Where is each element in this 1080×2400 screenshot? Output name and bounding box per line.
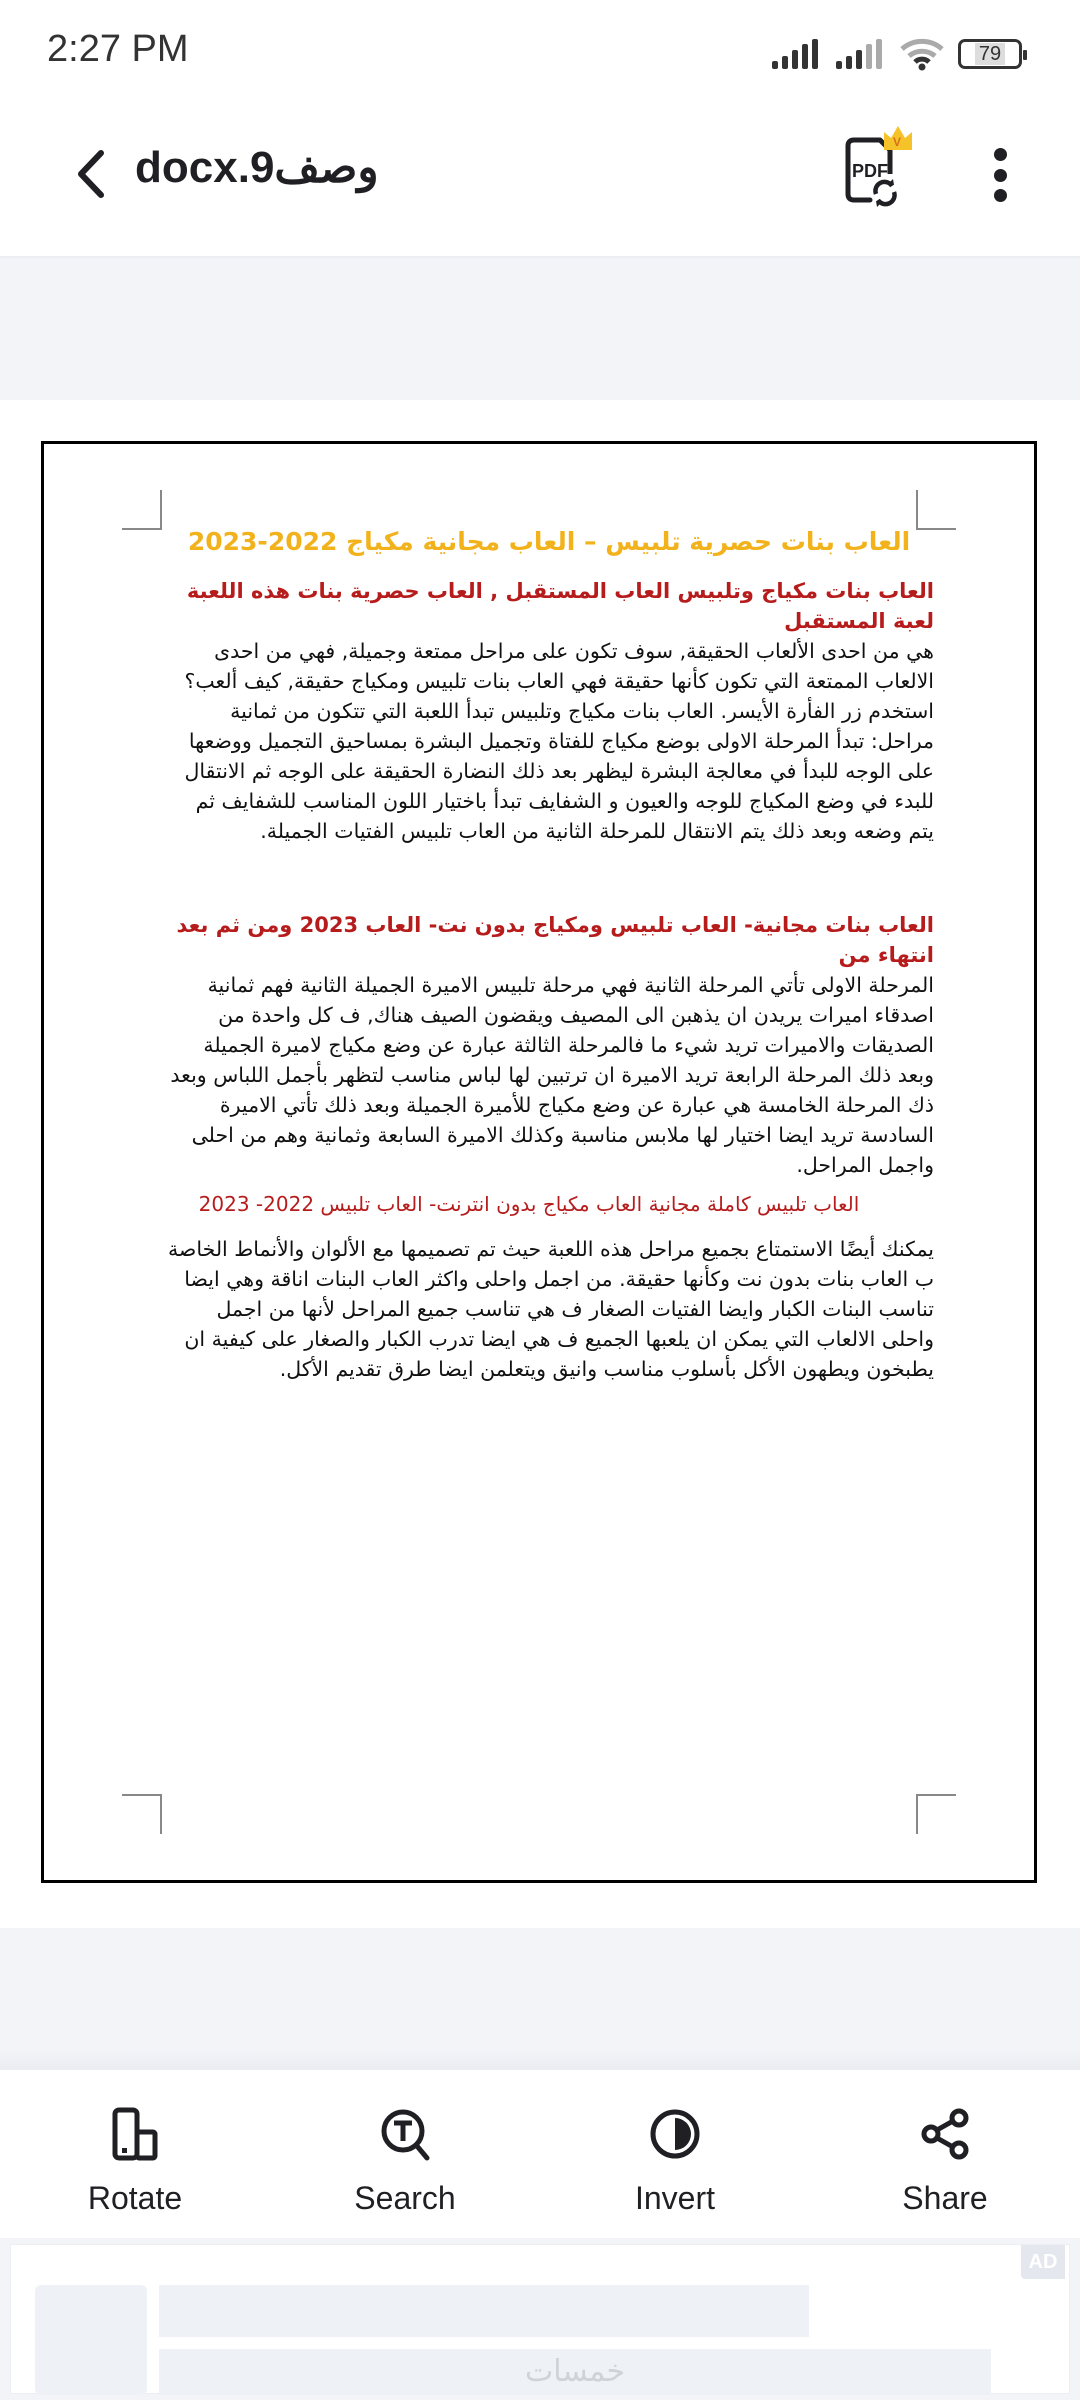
section-heading: العاب بنات مكياج وتلبيس العاب المستقبل , العاب حصرية بنات هذه اللعبة لعبة المستقبل (186, 579, 934, 633)
text-search-icon (377, 2106, 433, 2162)
share-button[interactable] (810, 2070, 1080, 2238)
margin-corner-mark (122, 1794, 162, 1834)
signal-strength-icon (836, 39, 886, 69)
document-title: وصف9.docx (135, 143, 379, 192)
wifi-icon (900, 37, 944, 71)
battery-icon (958, 39, 1022, 69)
viewer-background (0, 1928, 1080, 2070)
watermark-text: خمسات (524, 2354, 626, 2389)
more-vertical-icon-dot (994, 189, 1007, 202)
chevron-left-icon (73, 149, 107, 199)
app-bar (0, 100, 1080, 256)
document-viewer[interactable] (0, 400, 1080, 1928)
document-content (164, 524, 934, 1384)
ad-badge: AD (1021, 2245, 1065, 2279)
rotate-label: Rotate (87, 2180, 183, 2216)
section-heading: العاب تلبيس كاملة مجانية العاب مكياج بدون انترنت- العاب تلبيس 2022- 2023 (198, 1192, 860, 1216)
more-options-button[interactable] (980, 140, 1020, 210)
back-button[interactable] (60, 144, 120, 204)
viewer-background (0, 256, 1080, 400)
section-paragraph: يمكنك أيضًا الاستمتاع بجميع مراحل هذه اللعبة حيث تم تصميمها مع الألوان والأنماط الخاصة ب العاب بنات بدون نت وكأنها حقيقة. من اجمل واحلى واكثر العاب البنات اناقة وهي ايضا تناسب البنات الكبار وايضا الفتيات الصغار ف هي تناسب جميع المراحل لأنها من اجمل واحلى الالعاب التي يمكن ان يلعبها الجميع ف هي ايضا تدرب الكبار والصغار على كيفية ان يطبخون ويطهون الأكل بأسلوب مناسب وانيق ويتعلمن ايضا طرق تقديم الأكل. (167, 1237, 934, 1381)
svg-text:PDF: PDF (852, 161, 888, 181)
document-page (41, 441, 1037, 1883)
more-vertical-icon-dot (994, 169, 1007, 182)
premium-crown-icon (882, 124, 914, 152)
more-vertical-icon-dot (994, 148, 1007, 161)
ad-text-placeholder (159, 2349, 991, 2395)
ad-banner (0, 2238, 1080, 2400)
search-button[interactable] (270, 2070, 540, 2238)
section-heading: العاب بنات مجانية- العاب تلبيس ومكياج بدون نت- العاب 2023 ومن ثم بعد انتهاء من (176, 913, 934, 967)
status-icons (772, 34, 1022, 74)
battery-level: 79 (975, 43, 1005, 65)
rotate-icon (107, 2106, 163, 2162)
share-label: Share (902, 2180, 988, 2216)
pdf-convert-button[interactable] (840, 130, 920, 210)
ad-text-placeholder (159, 2285, 809, 2337)
search-label: Search (354, 2180, 456, 2216)
rotate-button[interactable] (0, 2070, 270, 2238)
status-time: 2:27 PM (47, 28, 189, 70)
status-bar (0, 0, 1080, 100)
invert-icon (647, 2106, 703, 2162)
margin-corner-mark (916, 1794, 956, 1834)
ad-placeholder[interactable] (10, 2244, 1070, 2394)
section-paragraph: المرحلة الاولى تأتي المرحلة الثانية فهي مرحلة تلبيس الاميرة الجميلة الثانية فهم ثمانية اصدقاء اميرات يريدن ان يذهبن الى المصيف ويقضون الصيف هناك, ف كل واحدة من الصديقات والاميرات تريد شيء ما فالمرحلة الثالثة عبارة عن وضع مكياج لاميرة الجميلة وبعد ذلك المرحلة الرابعة تريد الاميرة ان ترتبين لها لباس مناسب لتظهر بأجمل اللباس وبعد ذك المرحلة الخامسة هي عبارة عن وضع مكياج للأميرة الجميلة وبعد ذلك تأتي الاميرة السادسة تريد ايضا اختيار لها ملابس مناسبة وكذلك الاميرة السابعة وثمانية وهم من احلى واجمل المراحل. (170, 973, 934, 1177)
document-heading: العاب بنات حصرية تلبيس – العاب مجانية مكياج 2022-2023 (187, 527, 911, 556)
section-paragraph: هي من احدى الألعاب الحقيقة, سوف تكون على مراحل ممتعة وجميلة, فهي من احدى الالعاب الممتعة التي تكون كأنها حقيقة فهي العاب بنات تلبيس ومكياج حقيقة, كيف ألعب؟ استخدم زر الفأرة الأيسر. العاب بنات مكياج وتلبيس تبدأ اللعبة التي تتكون من ثمانية مراحل: تبدأ المرحلة الاولى بوضع مكياج للفتاة وتجميل البشرة بمساحيق التجميل ووضعها على الوجه للبدأ في معالجة البشرة ليظهر بعد ذلك النضارة الحقيقة على الوجه ثم الانتقال للبدء في وضع المكياج للوجه والعيون و الشفايف تبدأ باختيار اللون المناسب للشفايف ثم يتم وضعه وبعد ذلك يتم الانتقال للمرحلة الثانية من العاب تلبيس الفتيات الجميلة. (184, 639, 934, 843)
signal-strength-icon (772, 39, 822, 69)
svg-text:V: V (893, 135, 902, 149)
margin-corner-mark (122, 490, 162, 530)
invert-label: Invert (634, 2180, 716, 2216)
invert-button[interactable] (540, 2070, 810, 2238)
bottom-toolbar (0, 2070, 1080, 2238)
share-icon (917, 2106, 973, 2162)
ad-thumbnail-placeholder (35, 2285, 147, 2395)
